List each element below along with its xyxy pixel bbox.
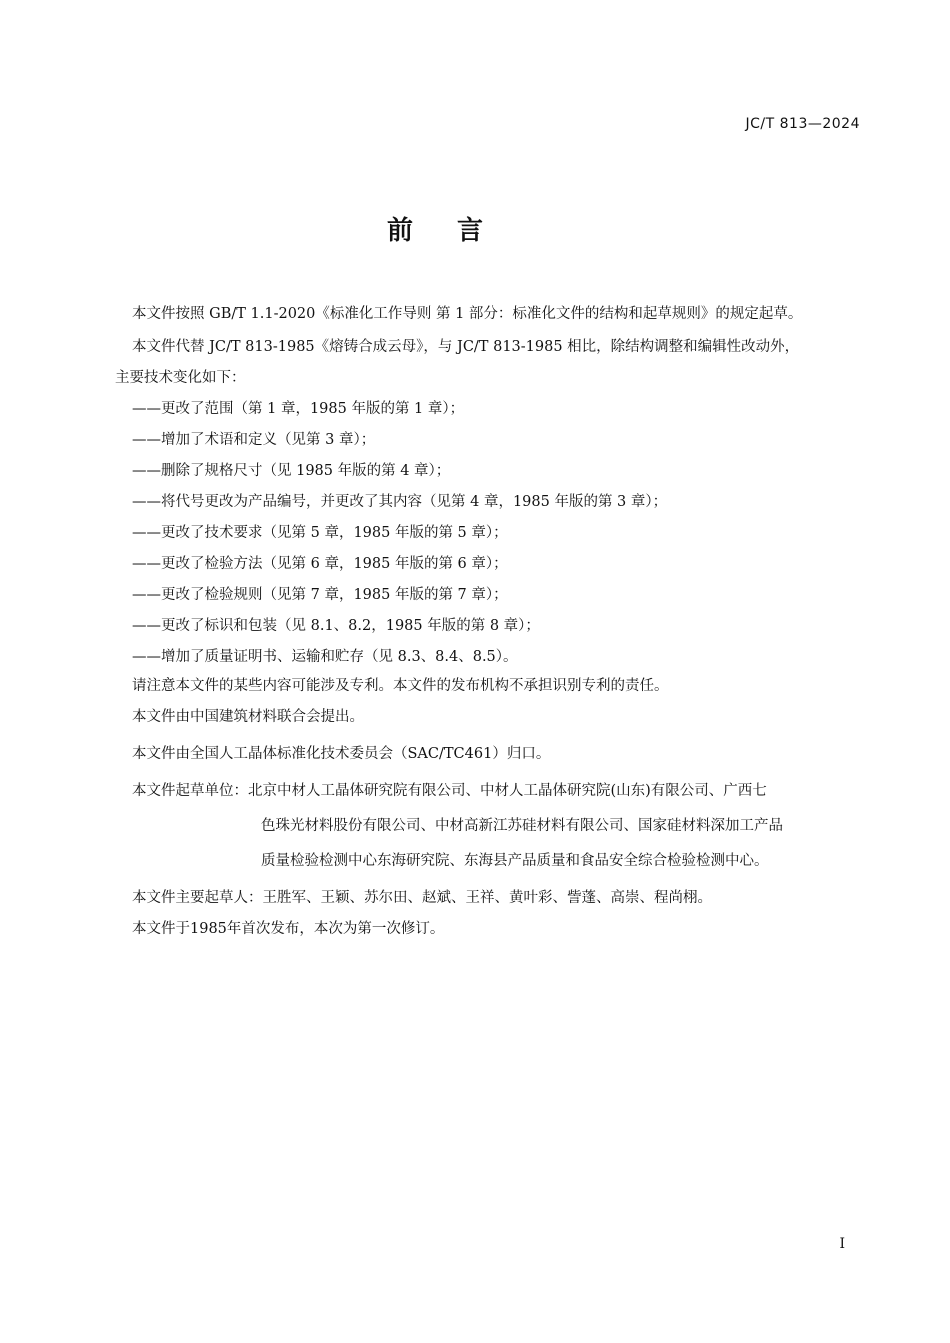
drafting-units-line: 质量检验检测中心东海研究院、东海县产品质量和食品安全综合检验检测中心。 — [261, 853, 769, 869]
drafting-units-line: 色珠光材料股份有限公司、中材高新江苏硅材料有限公司、国家硅材料深加工产品 — [261, 818, 783, 834]
paragraph-committee: 本文件由全国人工晶体标准化技术委员会（SAC/TC461）归口。 — [132, 746, 551, 762]
foreword-body — [115, 299, 865, 945]
drafting-units-list — [248, 776, 767, 807]
paragraph-drafting-rules: 本文件按照 GB/T 1.1-2020《标准化工作导则 第 1 部分：标准化文件的结构和起草规则》的规定起草。 — [132, 306, 803, 322]
page-number: I — [839, 1236, 845, 1252]
paragraph-drafters: 本文件主要起草人：王胜军、王颖、苏尔田、赵斌、王祥、黄叶彩、訾蓬、高崇、程尚栩。 — [132, 890, 712, 906]
change-list — [115, 394, 865, 673]
list-item: ——增加了质量证明书、运输和贮存（见 8.3、8.4、8.5）。 — [132, 649, 518, 665]
drafting-units-continued — [115, 811, 865, 877]
paragraph-proposer: 本文件由中国建筑材料联合会提出。 — [132, 709, 364, 725]
paragraph-replacement: 本文件代替 JC/T 813-1985《熔铸合成云母》，与 JC/T 813-1985 相比，除结构调整和编辑性改动外， — [132, 339, 800, 355]
page-title: 前言 — [386, 216, 527, 246]
list-item: ——更改了范围（第 1 章，1985 年版的第 1 章）； — [132, 401, 465, 417]
drafting-units — [115, 776, 865, 807]
paragraph-replacement-cont: 主要技术变化如下： — [115, 370, 246, 386]
list-item: ——更改了检验方法（见第 6 章，1985 年版的第 6 章）； — [132, 556, 508, 572]
drafting-units-label: 本文件起草单位： — [132, 783, 248, 799]
list-item: ——更改了标识和包装（见 8.1、8.2，1985 年版的第 8 章）； — [132, 618, 540, 634]
paragraph-patent: 请注意本文件的某些内容可能涉及专利。本文件的发布机构不承担识别专利的责任。 — [132, 678, 669, 694]
list-item: ——更改了技术要求（见第 5 章，1985 年版的第 5 章）； — [132, 525, 508, 541]
paragraph-history: 本文件于1985年首次发布，本次为第一次修订。 — [132, 921, 445, 937]
list-item: ——更改了检验规则（见第 7 章，1985 年版的第 7 章）； — [132, 587, 508, 603]
list-item: ——将代号更改为产品编号，并更改了其内容（见第 4 章，1985 年版的第 3 章）； — [132, 494, 668, 510]
list-item: ——删除了规格尺寸（见 1985 年版的第 4 章）； — [132, 463, 451, 479]
drafting-units-line: 北京中材人工晶体研究院有限公司、中材人工晶体研究院(山东)有限公司、广西七 — [248, 783, 767, 799]
standard-code: JC/T 813—2024 — [745, 116, 860, 132]
list-item: ——增加了术语和定义（见第 3 章）； — [132, 432, 376, 448]
